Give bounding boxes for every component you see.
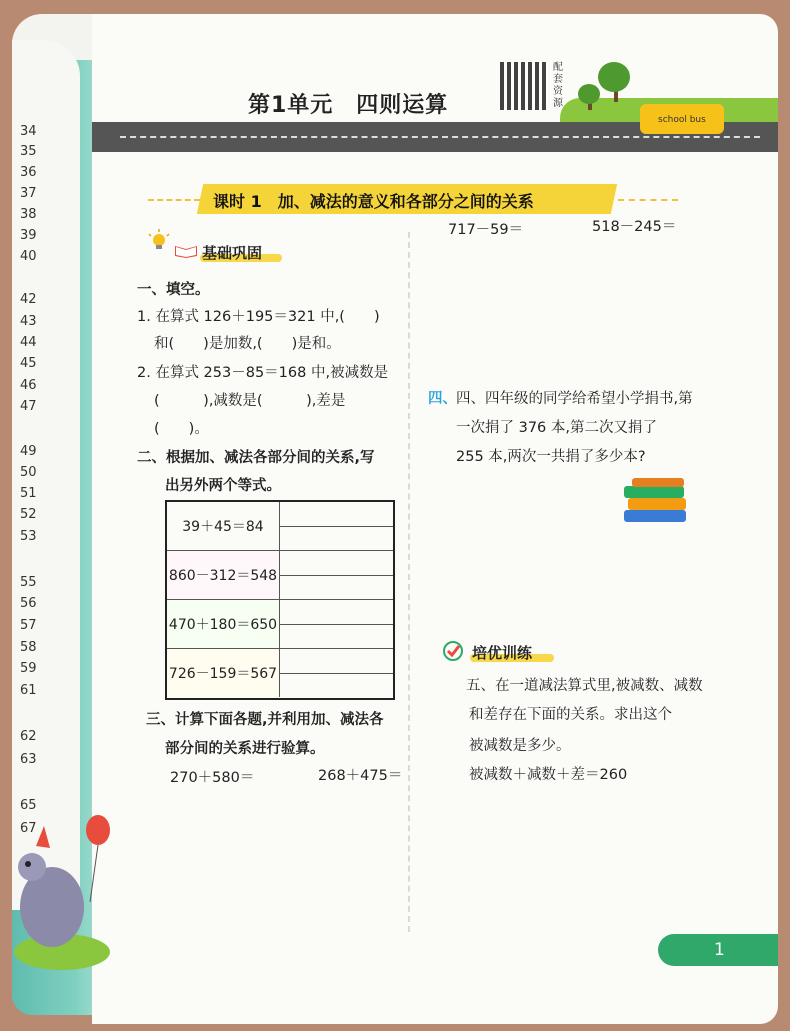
toc-page-number: 39 xyxy=(20,228,37,243)
toc-page-number: 36 xyxy=(20,165,37,180)
q5-line: 和差存在下面的关系。求出这个 xyxy=(469,707,672,723)
toc-page-number: 57 xyxy=(20,618,37,633)
toc-page-number: 38 xyxy=(20,207,37,222)
q1-line: 和( )是加数,( )是和。 xyxy=(154,336,341,352)
q3-heading: 三、计算下面各题,并利用加、减法各 xyxy=(146,712,384,728)
toc-page-number: 47 xyxy=(20,399,37,414)
q3-expression: 268＋475＝ xyxy=(318,768,403,784)
q5-line: 被减数是多少。 xyxy=(469,738,571,754)
toc-page-number: 61 xyxy=(20,683,37,698)
lesson-title: 课时 1 加、减法的意义和各部分之间的关系 xyxy=(213,192,534,211)
answer-line xyxy=(280,526,393,527)
q3-expression: 518－245＝ xyxy=(592,219,677,235)
divider xyxy=(148,199,200,201)
qr-code-icon[interactable] xyxy=(500,62,548,110)
toc-page-number: 50 xyxy=(20,465,37,480)
toc-page-number: 67 xyxy=(20,821,37,836)
q4-line: 一次捐了 376 本,第二次又捐了 xyxy=(456,420,658,436)
q1-line: 2. 在算式 253－85＝168 中,被减数是 xyxy=(137,365,389,381)
q4-line: 四、四年级的同学给希望小学捐书,第 xyxy=(456,391,693,407)
answer-line xyxy=(280,599,393,600)
page-number: 1 xyxy=(714,940,725,960)
toc-page-number: 35 xyxy=(20,144,37,159)
toc-page-number: 56 xyxy=(20,596,37,611)
books-icon xyxy=(620,476,692,526)
q1-line: 1. 在算式 126＋195＝321 中,( ) xyxy=(137,309,380,325)
toc-page-number: 44 xyxy=(20,335,37,350)
tree-icon xyxy=(578,84,600,104)
toc-page-number: 42 xyxy=(20,292,37,307)
toc-page-number: 46 xyxy=(20,378,37,393)
toc-page-number: 59 xyxy=(20,661,37,676)
answer-line xyxy=(280,550,393,551)
tree-icon xyxy=(598,62,630,92)
toc-page-number: 63 xyxy=(20,752,37,767)
q2-heading: 二、根据加、减法各部分间的关系,写 xyxy=(137,450,375,466)
open-book-icon xyxy=(174,244,198,258)
toc-page-number: 58 xyxy=(20,640,37,655)
table-cell: 860－312＝548 xyxy=(167,551,280,600)
table-cell: 470＋180＝650 xyxy=(167,600,280,649)
toc-page-number: 37 xyxy=(20,186,37,201)
toc-page-number: 52 xyxy=(20,507,37,522)
lightbulb-icon xyxy=(146,228,172,254)
equation-table xyxy=(165,500,395,700)
toc-page-number: 43 xyxy=(20,314,37,329)
toc-page-number: 62 xyxy=(20,729,37,744)
q2-heading: 出另外两个等式。 xyxy=(165,478,281,494)
answer-line xyxy=(280,648,393,649)
road-line xyxy=(120,136,760,138)
toc-page-number: 45 xyxy=(20,356,37,371)
section-advanced: 培优训练 xyxy=(472,644,533,662)
table-cell: 39＋45＝84 xyxy=(167,502,280,551)
q5-line: 五、在一道减法算式里,被减数、减数 xyxy=(466,678,703,694)
column-divider xyxy=(408,232,410,932)
q1-heading: 一、填空。 xyxy=(137,282,210,298)
qr-label: 配套资源 xyxy=(553,62,563,109)
toc-page-number: 49 xyxy=(20,444,37,459)
q4-line: 四、 xyxy=(428,391,457,407)
dinosaur-mascot-icon xyxy=(12,812,112,972)
q3-expression: 717－59＝ xyxy=(448,222,524,238)
q3-heading: 部分间的关系进行验算。 xyxy=(165,741,325,757)
toc-page-number: 34 xyxy=(20,124,37,139)
answer-line xyxy=(280,575,393,576)
check-icon xyxy=(442,640,464,662)
answer-line xyxy=(280,673,393,674)
toc-page-number: 65 xyxy=(20,798,37,813)
toc-page-number: 51 xyxy=(20,486,37,501)
q1-line: ( ),减数是( ),差是 xyxy=(154,393,346,409)
unit-title: 第1单元 四则运算 xyxy=(248,93,449,118)
q5-line: 被减数＋减数＋差＝260 xyxy=(469,767,628,783)
toc-page-number: 55 xyxy=(20,575,37,590)
q3-expression: 270＋580＝ xyxy=(170,770,255,786)
q1-line: ( )。 xyxy=(154,421,209,437)
bus-text: school bus xyxy=(658,115,706,125)
section-basic: 基础巩固 xyxy=(202,244,263,262)
toc-page-number: 40 xyxy=(20,249,37,264)
divider xyxy=(618,199,678,201)
answer-line xyxy=(280,624,393,625)
toc-strip xyxy=(12,40,80,910)
q4-line: 255 本,两次一共捐了多少本? xyxy=(456,449,646,465)
table-cell: 726－159＝567 xyxy=(167,649,280,697)
toc-page-number: 53 xyxy=(20,529,37,544)
